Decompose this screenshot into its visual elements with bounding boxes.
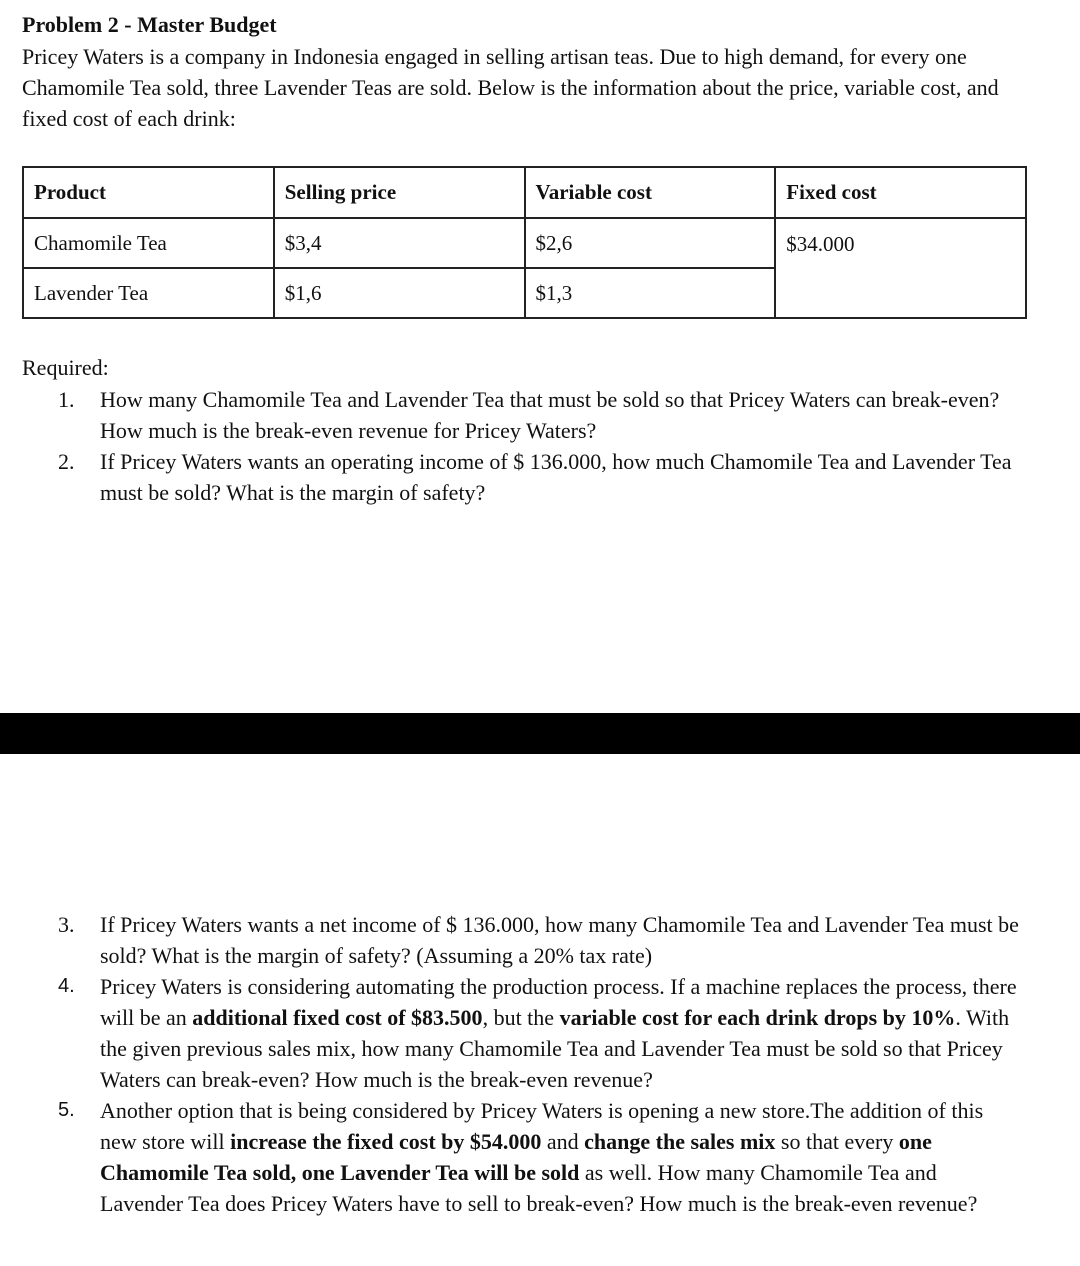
cell-selling-price: $1,6 — [274, 268, 525, 318]
cost-table — [22, 166, 1027, 319]
question-text: How many Chamomile Tea and Lavender Tea that must be sold so that Pricey Waters can break-even? How much is the break-even revenue for Pricey Waters? — [100, 387, 1000, 443]
question-number: 4. — [58, 975, 75, 997]
question-item — [22, 446, 1022, 508]
problem-title: Problem 2 - Master Budget — [22, 12, 277, 37]
question-text: If Pricey Waters wants an operating income of $ 136.000, how much Chamomile Tea and Lavender Tea must be sold? What is the margin of safety? — [100, 449, 1012, 505]
header-selling-price: Selling price — [274, 167, 525, 218]
redaction-bar — [0, 713, 1080, 754]
question-number: 2. — [58, 449, 75, 474]
cell-variable-cost: $2,6 — [525, 218, 776, 268]
question-list-bottom — [22, 909, 1022, 1219]
table-row — [23, 218, 1026, 268]
emphasis-new-mix: one Chamomile Tea sold, one Lavender Tea will be sold — [100, 1129, 932, 1185]
question-item — [22, 384, 1022, 446]
cell-variable-cost: $1,3 — [525, 268, 776, 318]
emphasis-fixed-cost-increase: increase the fixed cost by $54.000 — [230, 1129, 542, 1154]
question-text: Pricey Waters is considering automating the production process. If a machine replaces the process, there will be an additional fixed cost of $83.500, but the variable cost for each drink drops by 10%. With the given previous sales mix, how many Chamomile Tea and Lavender Tea must be sold so that Pricey Waters can break-even? How much is the break-even revenue? — [100, 974, 1017, 1092]
question-item — [22, 909, 1022, 971]
header-fixed-cost: Fixed cost — [775, 167, 1026, 218]
required-label: Required: — [22, 355, 109, 380]
question-number: 5. — [58, 1099, 75, 1121]
cell-selling-price: $3,4 — [274, 218, 525, 268]
header-variable-cost: Variable cost — [525, 167, 776, 218]
intro-paragraph: Pricey Waters is a company in Indonesia engaged in selling artisan teas. Due to high demand, for every one Chamomile Tea sold, three Lavender Teas are sold. Below is the information about the price, variable cost, and fixed cost of each drink: — [22, 44, 999, 131]
question-number: 1. — [58, 387, 75, 412]
question-text: Another option that is being considered by Pricey Waters is opening a new store.The addition of this new store will increase the fixed cost by $54.000 and change the sales mix so that every one Chamomile Tea sold, one Lavender Tea will be sold as well. How many Chamomile Tea and Lavender Tea does Pricey Waters have to sell to break-even? How much is the break-even revenue? — [100, 1098, 984, 1216]
question-item — [22, 1095, 1022, 1219]
cell-product: Chamomile Tea — [23, 218, 274, 268]
question-list-top — [22, 384, 1022, 508]
question-item — [22, 971, 1022, 1095]
cell-product: Lavender Tea — [23, 268, 274, 318]
emphasis-sales-mix: change the sales mix — [584, 1129, 776, 1154]
cell-fixed-cost: $34.000 — [775, 218, 1026, 318]
emphasis-variable-cost: variable cost for each drink drops by 10% — [559, 1005, 956, 1030]
emphasis-fixed-cost: additional fixed cost of $83.500 — [192, 1005, 483, 1030]
header-product: Product — [23, 167, 274, 218]
question-text: If Pricey Waters wants a net income of $ 136.000, how many Chamomile Tea and Lavender Tea must be sold? What is the margin of safety? (Assuming a 20% tax rate) — [100, 912, 1019, 968]
table-header-row — [23, 167, 1026, 218]
question-number: 3. — [58, 912, 75, 937]
